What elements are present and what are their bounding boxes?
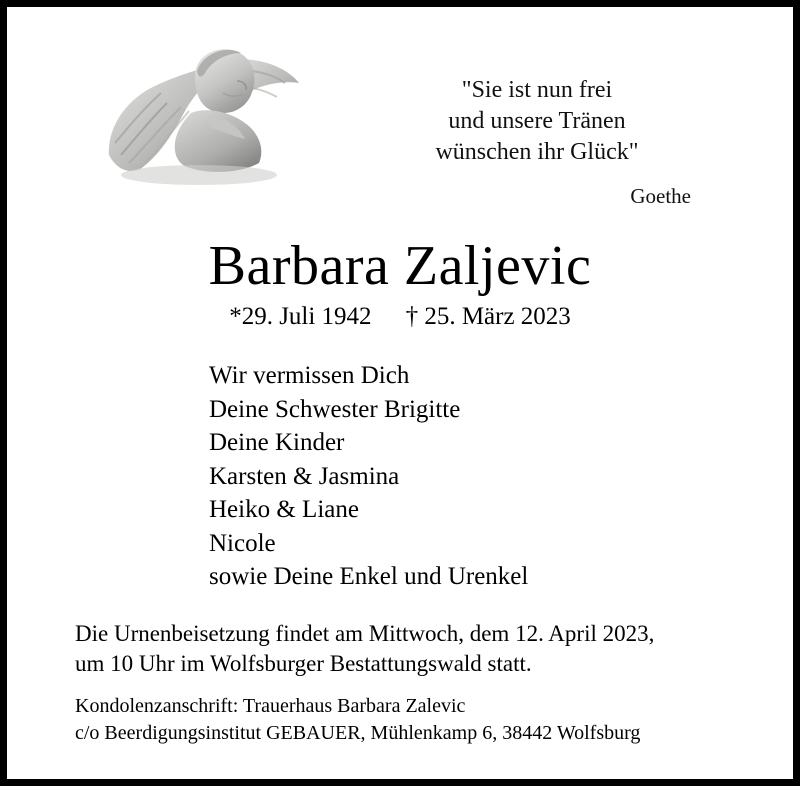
death-symbol: † [405,303,419,330]
condolence-line: Kondolenzanschrift: Trauerhaus Barbara Zalevic [75,695,466,717]
family-line: Nicole [209,529,276,557]
family-line: Deine Kinder [209,429,345,456]
family-line: sowie Deine Enkel und Urenkel [209,563,529,590]
ceremony-line: um 10 Uhr im Wolfsburger Bestattungswald statt. [75,651,532,676]
angel-statue-graphic [99,37,314,197]
family-line: Deine Schwester Brigitte [209,395,461,423]
quote-author: Goethe [630,184,691,208]
family-line: Karsten & Jasmina [209,462,400,490]
angel-statue-image [99,37,314,197]
quote-line-3: wünschen ihr Glück" [435,139,639,165]
family-list [209,359,528,594]
life-dates [7,303,793,331]
notice-inner [7,7,793,779]
quote-line-1: "Sie ist nun frei [461,77,613,103]
ceremony-line: Die Urnenbeisetzung findet am Mittwoch, dem 12. April 2023, [75,621,655,646]
deceased-name: Barbara Zaljevic [208,235,592,297]
death-date: 25. März 2023 [424,303,571,330]
quote-block [377,75,697,209]
condolence-line: c/o Beerdigungsinstitut GEBAUER, Mühlenkamp 6, 38442 Wolfsburg [75,722,641,744]
family-line: Wir vermissen Dich [209,362,410,389]
ceremony-info [75,619,733,679]
family-line: Heiko & Liane [209,496,359,523]
birth-symbol: * [229,303,242,330]
birth-date: 29. Juli 1942 [241,303,372,330]
condolence-address [75,693,737,747]
quote-line-2: und unsere Tränen [448,108,626,134]
